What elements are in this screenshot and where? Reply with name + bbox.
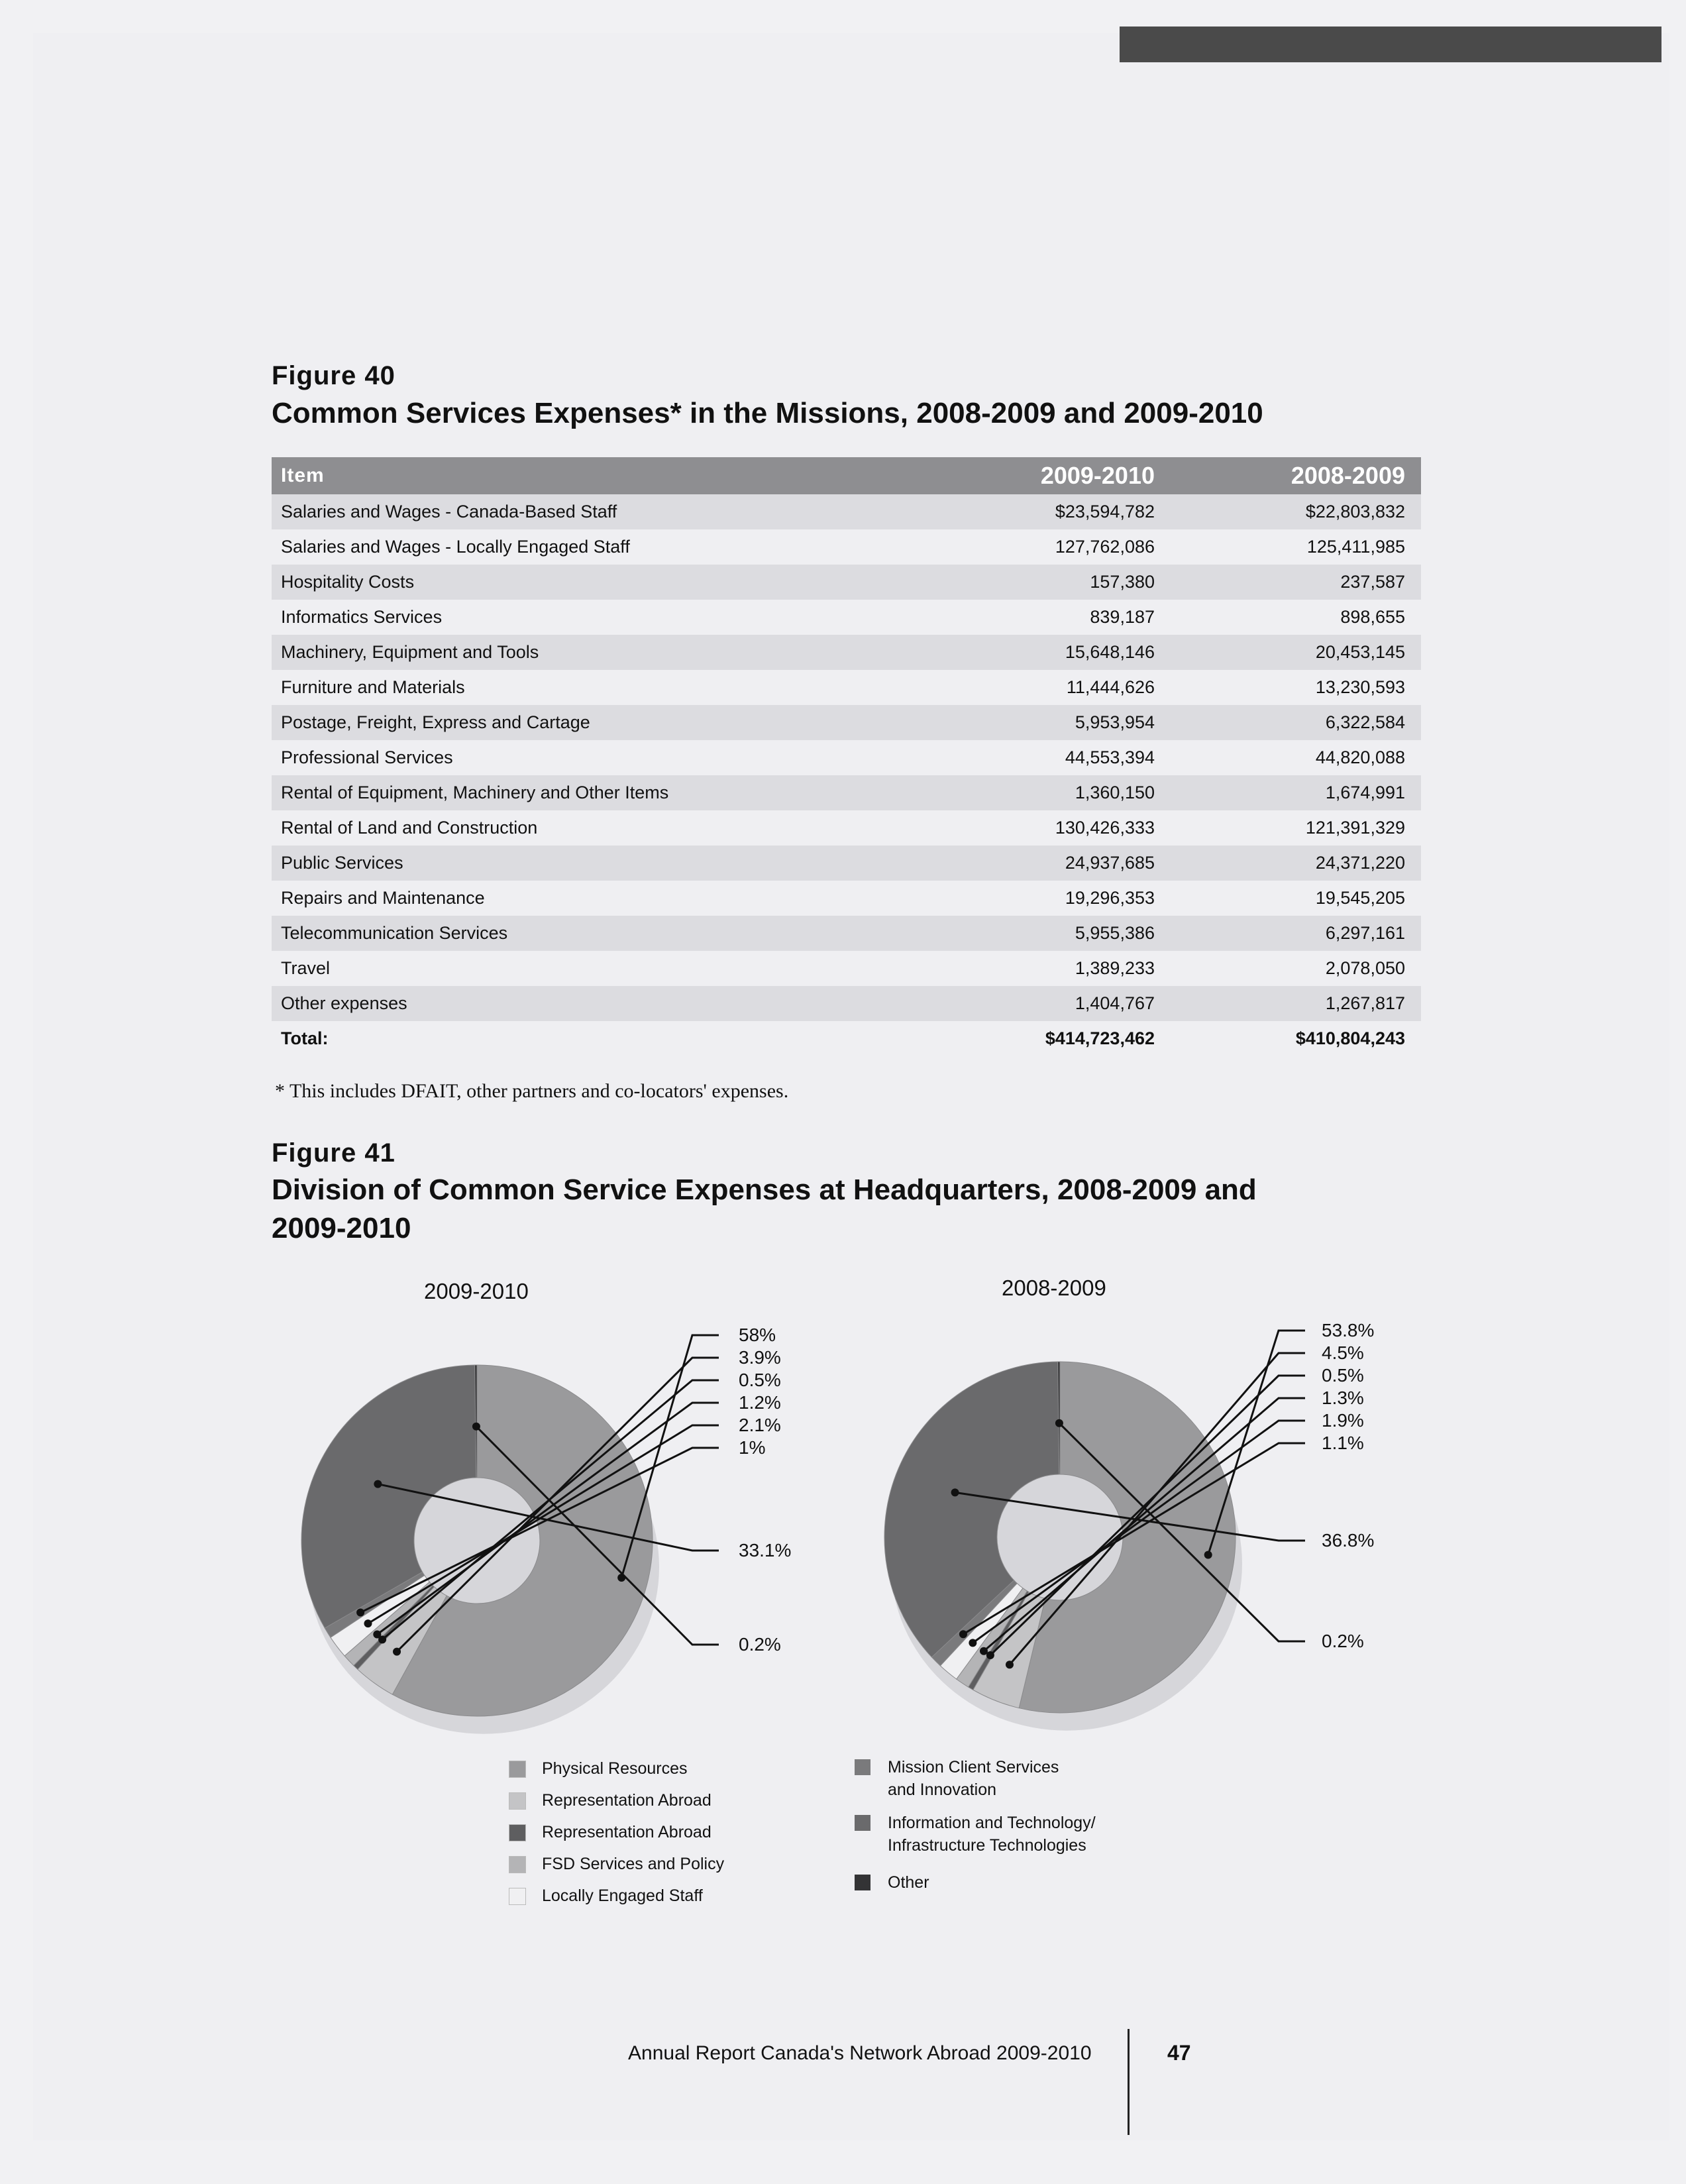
data-label: 0.5%: [739, 1370, 781, 1390]
column-header-2009-2010: 2009-2010: [920, 457, 1171, 494]
data-label: 58%: [739, 1325, 776, 1345]
legend-swatch: [509, 1888, 526, 1905]
leader-dot: [393, 1648, 401, 1656]
data-label: 36.8%: [1322, 1530, 1375, 1551]
data-label: 1.9%: [1322, 1410, 1364, 1431]
row-value-2009-2010: 157,380: [920, 565, 1171, 600]
row-item: Machinery, Equipment and Tools: [272, 635, 920, 670]
data-label: 0.2%: [1322, 1631, 1364, 1651]
leader-dot: [374, 1480, 382, 1488]
row-value-2009-2010: 5,955,386: [920, 916, 1171, 951]
row-value-2008-2009: 125,411,985: [1306, 537, 1405, 557]
leader-dot: [951, 1488, 959, 1496]
legend-swatch: [509, 1761, 526, 1778]
legend-swatch: [855, 1875, 870, 1890]
figure-40-title: Common Services Expenses* in the Missions, 2008-2009 and 2009-2010: [272, 397, 1263, 429]
row-value-2009-2010: 1,360,150: [920, 775, 1171, 810]
total-label: Total:: [281, 1028, 329, 1048]
row-value-2008-2009: 2,078,050: [1325, 958, 1405, 978]
data-label: 1%: [739, 1437, 766, 1458]
legend-label: Physical Resources: [542, 1759, 688, 1778]
row-value-2008-2009: 6,297,161: [1171, 916, 1421, 951]
row-item: Other expenses: [272, 986, 920, 1021]
legend-label: Representation Abroad: [542, 1791, 711, 1810]
row-item: Public Services: [272, 846, 920, 881]
data-label: 4.5%: [1322, 1342, 1364, 1363]
legend-label-continued: Infrastructure Technologies: [888, 1836, 1086, 1855]
legend-label: Information and Technology/: [888, 1814, 1096, 1832]
row-value-2008-2009: 19,545,205: [1315, 888, 1405, 908]
leader-dot: [986, 1651, 994, 1659]
row-value-2009-2010: 24,937,685: [920, 846, 1171, 881]
legend-swatch: [509, 1792, 526, 1810]
row-value-2009-2010: 130,426,333: [1055, 818, 1155, 838]
row-item: Informatics Services: [281, 607, 443, 627]
legend-label: Representation Abroad: [542, 1823, 711, 1841]
row-value-2009-2010: 11,444,626: [1066, 677, 1155, 697]
column-header-2008-2009: 2008-2009: [1171, 457, 1421, 494]
chart-title-2009-2010: 2009-2010: [424, 1279, 529, 1303]
leader-dot: [969, 1639, 976, 1647]
row-item: Repairs and Maintenance: [281, 888, 485, 908]
row-value-2008-2009: 898,655: [1340, 607, 1405, 627]
row-value-2008-2009: 20,453,145: [1171, 635, 1421, 670]
legend-swatch: [509, 1824, 526, 1841]
leader-dot: [980, 1647, 988, 1655]
legend-label: Other: [888, 1873, 929, 1892]
row-value-2008-2009: 44,820,088: [1315, 747, 1405, 767]
data-label: 0.2%: [739, 1634, 781, 1655]
row-value-2008-2009: 13,230,593: [1315, 677, 1405, 697]
row-value-2008-2009: 24,371,220: [1171, 846, 1421, 881]
row-value-2009-2010: $23,594,782: [920, 494, 1171, 529]
row-value-2008-2009: $22,803,832: [1171, 494, 1421, 529]
footnote: * This includes DFAIT, other partners and co-locators' expenses.: [275, 1080, 789, 1102]
page-number: 47: [1167, 2041, 1191, 2065]
row-value-2009-2010: 1,404,767: [920, 986, 1171, 1021]
legend-swatch: [855, 1815, 870, 1831]
row-value-2008-2009: 6,322,584: [1171, 705, 1421, 740]
row-item: Salaries and Wages - Locally Engaged Staff: [281, 537, 630, 557]
leader-dot: [364, 1619, 372, 1627]
legend-label-continued: and Innovation: [888, 1780, 997, 1799]
legend-label: FSD Services and Policy: [542, 1855, 725, 1873]
data-label: 1.2%: [739, 1392, 781, 1413]
leader-dot: [373, 1630, 381, 1638]
chart-title-2008-2009: 2008-2009: [1002, 1276, 1106, 1300]
row-value-2009-2010: 1,389,233: [1075, 958, 1155, 978]
figure-40-label: Figure 40: [272, 361, 395, 390]
row-item: Hospitality Costs: [272, 565, 920, 600]
row-value-2009-2010: 127,762,086: [1055, 537, 1155, 557]
data-label: 1.1%: [1322, 1433, 1364, 1453]
figure-41-label: Figure 41: [272, 1138, 395, 1168]
legend-label: Locally Engaged Staff: [542, 1886, 703, 1905]
row-value-2009-2010: 839,187: [1090, 607, 1155, 627]
row-value-2008-2009: 121,391,329: [1305, 818, 1405, 838]
leader-dot: [1006, 1661, 1014, 1668]
total-value: $414,723,462: [1045, 1028, 1155, 1048]
footer-divider: [1128, 2029, 1130, 2135]
row-item: Postage, Freight, Express and Cartage: [272, 705, 920, 740]
row-value-2009-2010: 19,296,353: [1065, 888, 1155, 908]
total-value: $410,804,243: [1295, 1028, 1405, 1048]
figure-41-title-line1: Division of Common Service Expenses at Headquarters, 2008-2009 and: [272, 1174, 1257, 1206]
row-value-2009-2010: 15,648,146: [920, 635, 1171, 670]
row-value-2009-2010: 5,953,954: [920, 705, 1171, 740]
data-label: 2.1%: [739, 1415, 781, 1435]
footer-title: Annual Report Canada's Network Abroad 2009-2010: [628, 2042, 1092, 2064]
row-item: Professional Services: [281, 747, 453, 767]
row-value-2008-2009: 237,587: [1171, 565, 1421, 600]
row-item: Rental of Equipment, Machinery and Other Items: [272, 775, 920, 810]
leader-dot: [1204, 1551, 1212, 1558]
legend-swatch: [509, 1856, 526, 1873]
row-item: Rental of Land and Construction: [281, 818, 538, 838]
row-value-2009-2010: 44,553,394: [1065, 747, 1155, 767]
row-item: Telecommunication Services: [272, 916, 920, 951]
data-label: 1.3%: [1322, 1388, 1364, 1408]
leader-dot: [1055, 1419, 1063, 1427]
row-item: Travel: [281, 958, 331, 978]
row-value-2008-2009: 1,267,817: [1171, 986, 1421, 1021]
figure-41-title-line2: 2009-2010: [272, 1212, 411, 1244]
row-item: Furniture and Materials: [281, 677, 465, 697]
data-label: 0.5%: [1322, 1365, 1364, 1386]
legend-label: Mission Client Services: [888, 1758, 1059, 1776]
leader-dot: [356, 1609, 364, 1617]
data-label: 53.8%: [1322, 1320, 1375, 1340]
legend-swatch: [855, 1759, 870, 1775]
column-header-item: Item: [272, 457, 920, 494]
row-value-2008-2009: 1,674,991: [1171, 775, 1421, 810]
leader-dot: [472, 1423, 480, 1431]
leader-dot: [959, 1630, 967, 1638]
data-label: 3.9%: [739, 1347, 781, 1368]
data-label: 33.1%: [739, 1540, 792, 1560]
row-item: Salaries and Wages - Canada-Based Staff: [272, 494, 920, 529]
